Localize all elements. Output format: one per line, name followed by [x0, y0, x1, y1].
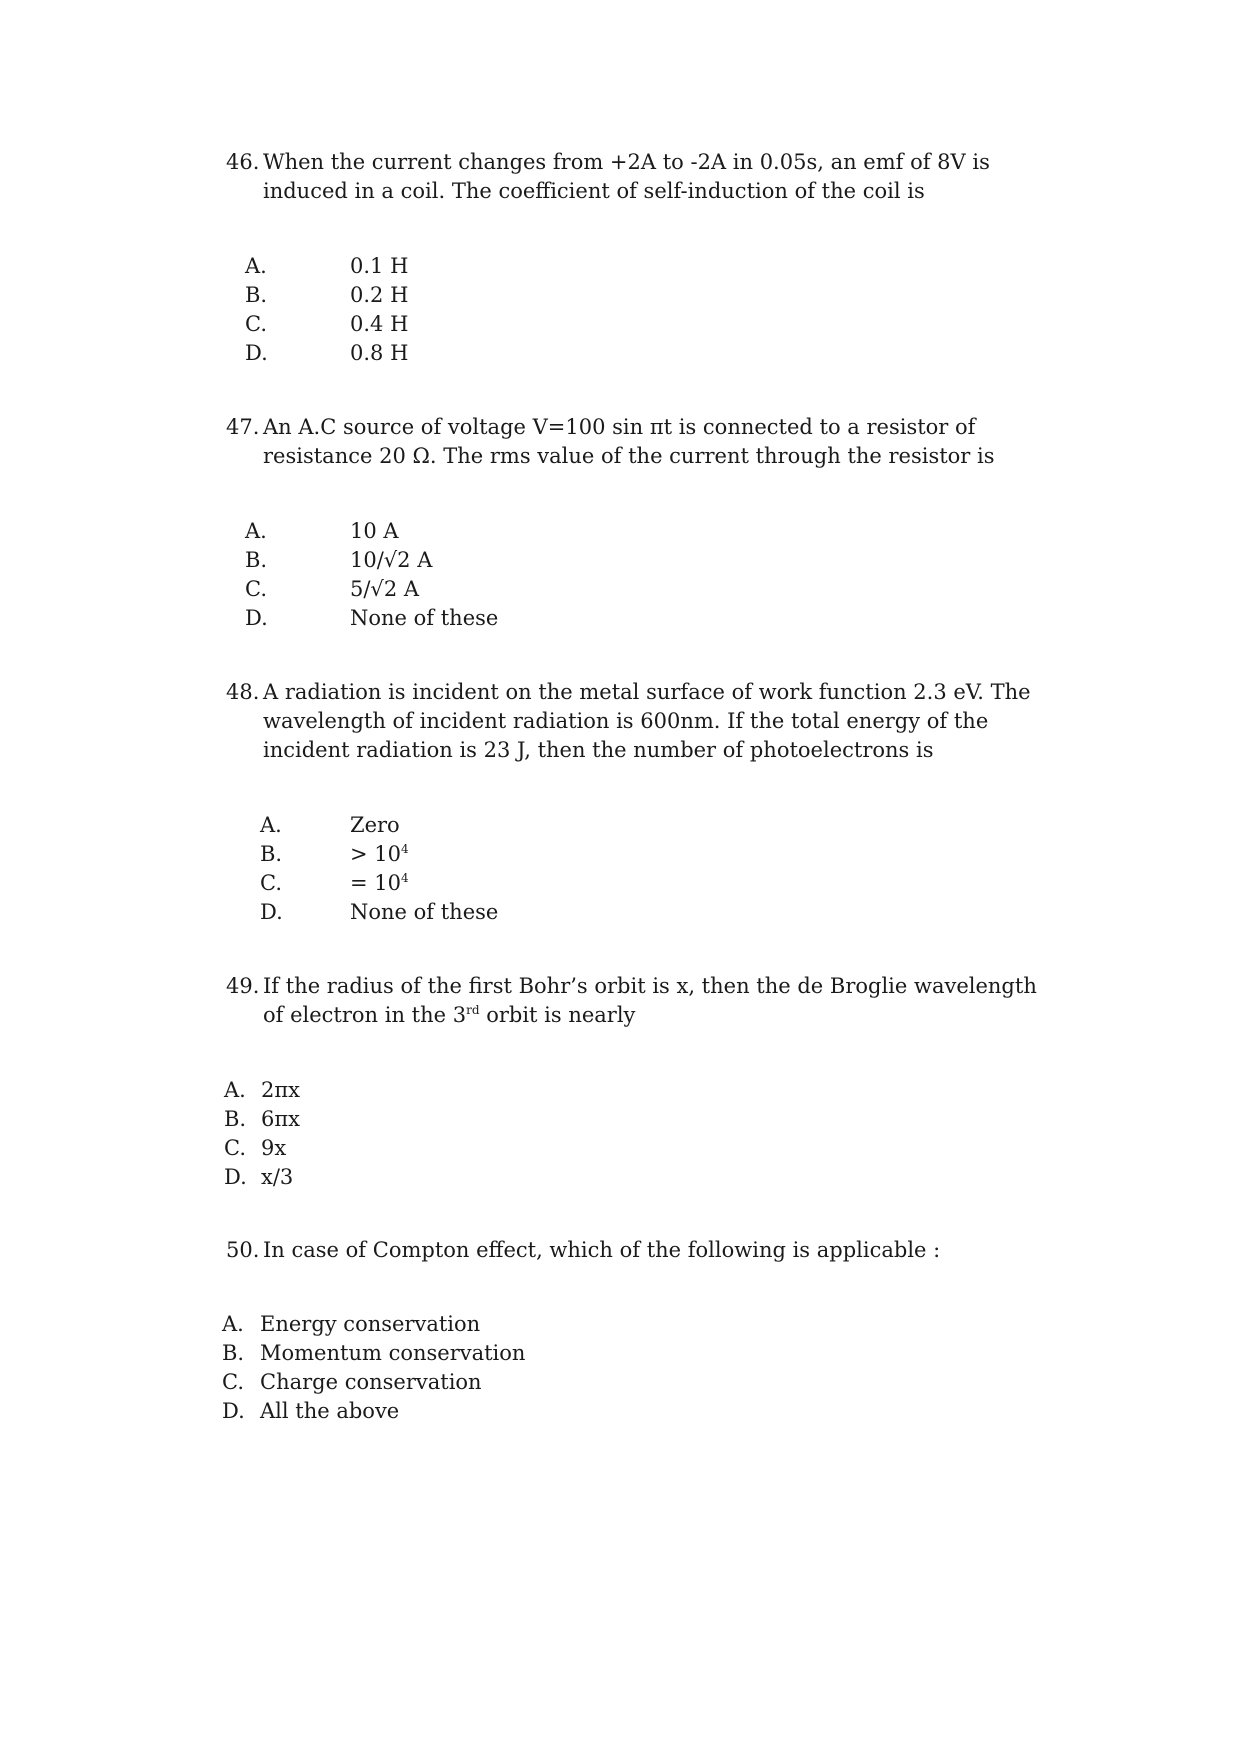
question-text-start: If the radius of the first Bohr’s orbit is x, then the de Broglie wavelength of electron in the 3	[263, 974, 1037, 1027]
question-text: A radiation is incident on the metal surface of work function 2.3 eV. The wavelength of incident radiation is 600nm. If the total energy of the incident radiation is 23 J, then the number of photoelectrons is	[263, 680, 1031, 762]
question-text: In case of Compton effect, which of the following is applicable :	[263, 1238, 941, 1262]
question-number: 50.	[226, 1238, 260, 1262]
option-label: A.	[224, 1078, 246, 1102]
question-text	[263, 972, 1056, 1030]
option-label: C.	[245, 577, 267, 601]
question-text-end: orbit is nearly	[479, 1003, 636, 1027]
option-value-exponent: 4	[401, 871, 409, 885]
option-value-base: = 10	[350, 871, 401, 895]
option-value: 0.8 H	[350, 341, 409, 365]
option-value: x/3	[261, 1165, 294, 1189]
option-value: None of these	[350, 606, 499, 630]
ordinal-suffix: rd	[466, 1003, 480, 1017]
option-value	[350, 840, 409, 869]
question-46	[226, 148, 1056, 206]
option-value: 0.4 H	[350, 312, 409, 336]
option-value-exponent: 4	[401, 842, 409, 856]
option-value: Energy conservation	[260, 1312, 481, 1336]
option-value: 10 A	[350, 519, 399, 543]
option-value: 0.2 H	[350, 283, 409, 307]
option-label: A.	[245, 254, 267, 278]
option-label: C.	[224, 1136, 246, 1160]
option-value: Zero	[350, 813, 400, 837]
question-number: 48.	[226, 680, 260, 704]
option-value	[350, 869, 409, 898]
question-number: 46.	[226, 150, 260, 174]
option-label: B.	[222, 1341, 245, 1365]
option-value: 0.1 H	[350, 254, 409, 278]
option-label: A.	[222, 1312, 244, 1336]
question-48	[226, 678, 1056, 765]
option-value: None of these	[350, 900, 499, 924]
option-value: 10/√2 A	[350, 548, 433, 572]
option-label: B.	[260, 842, 283, 866]
option-label: C.	[222, 1370, 244, 1394]
question-text: An A.C source of voltage V=100 sin πt is connected to a resistor of resistance 20 Ω. The rms value of the current through the resistor is	[263, 415, 995, 468]
option-label: B.	[245, 283, 268, 307]
option-label: D.	[222, 1399, 245, 1423]
option-label: D.	[245, 341, 268, 365]
option-label: C.	[245, 312, 267, 336]
question-number: 49.	[226, 974, 260, 998]
option-value: 5/√2 A	[350, 577, 420, 601]
option-value: Charge conservation	[260, 1370, 482, 1394]
option-label: C.	[260, 871, 282, 895]
question-50	[226, 1236, 1056, 1265]
option-value: Momentum conservation	[260, 1341, 526, 1365]
option-label: D.	[260, 900, 283, 924]
option-value-base: > 10	[350, 842, 401, 866]
option-value: 2πx	[261, 1078, 301, 1102]
option-label: D.	[224, 1165, 247, 1189]
option-value: 6πx	[261, 1107, 301, 1131]
question-49	[226, 972, 1056, 1030]
option-label: B.	[224, 1107, 247, 1131]
option-value: All the above	[260, 1399, 400, 1423]
question-47	[226, 413, 1056, 471]
question-number: 47.	[226, 415, 260, 439]
option-value: 9x	[261, 1136, 287, 1160]
option-label: D.	[245, 606, 268, 630]
option-label: B.	[245, 548, 268, 572]
option-label: A.	[245, 519, 267, 543]
option-label: A.	[260, 813, 282, 837]
question-text: When the current changes from +2A to -2A in 0.05s, an emf of 8V is induced in a coil. The coefficient of self-induction of the coil is	[263, 150, 990, 203]
